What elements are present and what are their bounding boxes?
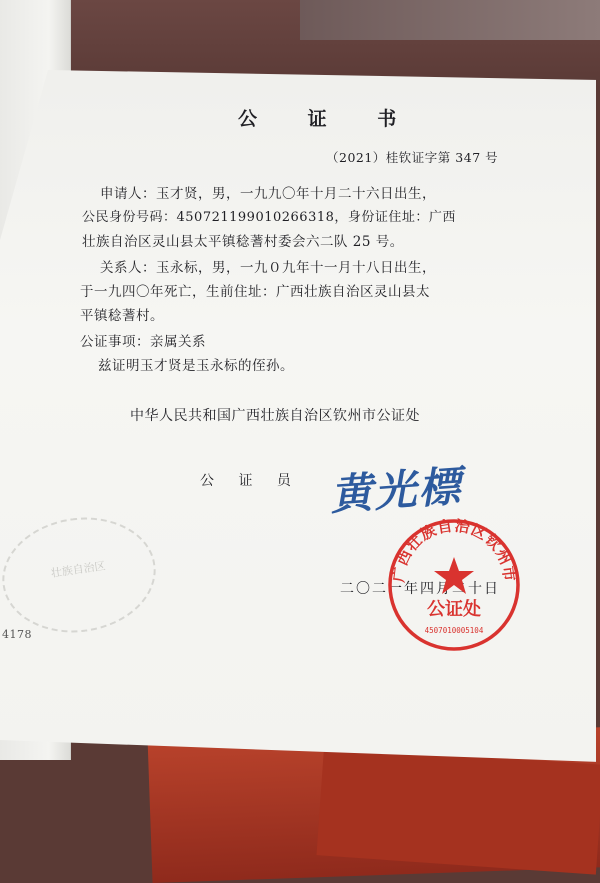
applicant-line-3: 壮族自治区灵山县太平镇稔蓍村委会六二队 25 号。 — [82, 234, 404, 250]
red-folder-flap — [317, 745, 600, 874]
seal-outer-text: 广西壮族自治区钦州市 — [389, 516, 519, 584]
seal-center-text: 公证处 — [427, 599, 481, 620]
faded-embossed-stamp: 壮族自治区 — [0, 508, 163, 642]
relative-line-2: 于一九四〇年死亡，生前住址：广西壮族自治区灵山县太 — [80, 284, 430, 300]
official-red-seal — [384, 515, 524, 655]
document-title: 公 证 书 — [238, 108, 419, 130]
notarization-matter: 公证事项：亲属关系 — [80, 334, 206, 350]
certification-statement: 兹证明玉才贤是玉永标的侄孙。 — [98, 358, 294, 374]
case-number: （2021）桂钦证字第 347 号 — [326, 150, 499, 165]
notary-signature: 黄光標 — [328, 461, 464, 520]
relative-line-3: 平镇稔蓍村。 — [80, 308, 164, 324]
relative-line-1: 关系人：玉永标，男，一九０九年十一月十八日出生， — [100, 260, 436, 276]
notary-office-name: 中华人民共和国广西壮族自治区钦州市公证处 — [130, 408, 420, 424]
desk-object — [300, 0, 600, 40]
seal-star-icon — [434, 557, 474, 594]
seal-code: 4507010005104 — [424, 626, 484, 635]
notary-label: 公 证 员 — [200, 473, 301, 489]
page-number-fragment: 4178 — [2, 628, 32, 641]
issue-date: 二〇二一年四月二十日 — [340, 581, 500, 597]
applicant-line-2: 公民身份号码：450721199010266318，身份证住址：广西 — [82, 210, 456, 225]
applicant-line-1: 申请人：玉才贤，男，一九九〇年十月二十六日出生， — [100, 186, 436, 202]
